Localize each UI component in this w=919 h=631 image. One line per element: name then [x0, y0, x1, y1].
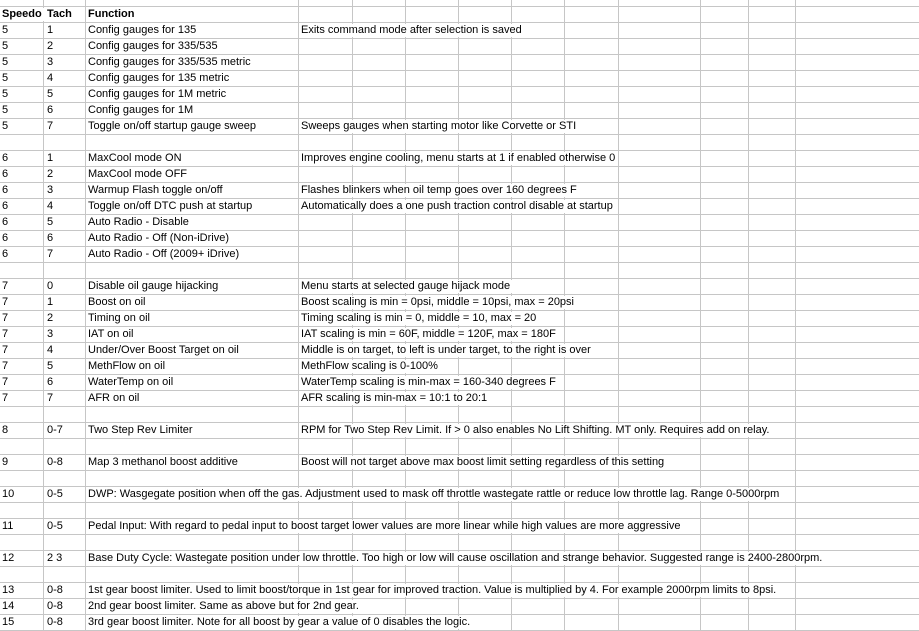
cell-function[interactable]: Auto Radio - Off (2009+ iDrive) — [88, 248, 242, 261]
table-row — [0, 422, 919, 438]
table-row — [0, 406, 919, 422]
cell-function[interactable]: Auto Radio - Off (Non-iDrive) — [88, 232, 232, 245]
cell-tach[interactable]: 0-8 — [47, 616, 66, 629]
cell-function[interactable]: Config gauges for 335/535 — [88, 40, 221, 53]
cell-tach[interactable]: 4 — [47, 344, 56, 357]
cell-tach[interactable]: 5 — [47, 216, 56, 229]
cell-function[interactable]: AFR on oil — [88, 392, 142, 405]
cell-note[interactable]: Flashes blinkers when oil temp goes over 160 degrees F — [301, 184, 580, 197]
cell-tach[interactable]: 1 — [47, 24, 56, 37]
cell-tach[interactable]: 0-8 — [47, 600, 66, 613]
table-row — [0, 214, 919, 230]
cell-tach[interactable]: 0 — [47, 280, 56, 293]
header-cell-function[interactable]: Function — [88, 8, 137, 21]
cell-function[interactable]: 1st gear boost limiter. Used to limit boost/torque in 1st gear for improved traction. Value is multiplied by 4. For example 2000rpm limits to 8psi. — [88, 584, 779, 597]
cell-tach[interactable]: 4 — [47, 200, 56, 213]
table-row — [0, 582, 919, 598]
cell-note[interactable]: Boost scaling is min = 0psi, middle = 10psi, max = 20psi — [301, 296, 577, 309]
cell-function[interactable]: Toggle on/off startup gauge sweep — [88, 120, 259, 133]
cell-speedo[interactable]: 9 — [2, 456, 11, 469]
cell-function[interactable]: Two Step Rev Limiter — [88, 424, 196, 437]
cell-speedo[interactable]: 7 — [2, 344, 11, 357]
cell-speedo[interactable]: 5 — [2, 40, 11, 53]
table-row — [0, 278, 919, 294]
table-row — [0, 70, 919, 86]
cell-function[interactable]: Disable oil gauge hijacking — [88, 280, 221, 293]
cell-tach[interactable]: 4 — [47, 72, 56, 85]
cell-function[interactable]: Timing on oil — [88, 312, 153, 325]
header-cell-tach[interactable]: Tach — [47, 8, 75, 21]
table-row — [0, 326, 919, 342]
cell-tach[interactable]: 3 — [47, 184, 56, 197]
table-row — [0, 198, 919, 214]
table-row — [0, 294, 919, 310]
cell-tach[interactable]: 5 — [47, 360, 56, 373]
cell-note[interactable]: Automatically does a one push traction control disable at startup — [301, 200, 616, 213]
cell-tach[interactable]: 5 — [47, 88, 56, 101]
table-row — [0, 86, 919, 102]
cell-speedo[interactable]: 5 — [2, 104, 11, 117]
cell-tach[interactable]: 6 — [47, 104, 56, 117]
table-row — [0, 470, 919, 486]
cell-speedo[interactable]: 5 — [2, 88, 11, 101]
table-row — [0, 166, 919, 182]
cell-note[interactable]: Timing scaling is min = 0, middle = 10, max = 20 — [301, 312, 539, 325]
cell-note[interactable]: Menu starts at selected gauge hijack mode — [301, 280, 513, 293]
cell-speedo[interactable]: 6 — [2, 248, 11, 261]
cell-speedo[interactable]: 7 — [2, 280, 11, 293]
cell-speedo[interactable]: 6 — [2, 184, 11, 197]
table-row — [0, 230, 919, 246]
table-row — [0, 150, 919, 166]
cell-speedo[interactable]: 6 — [2, 168, 11, 181]
cell-function[interactable]: MaxCool mode ON — [88, 152, 185, 165]
cell-note[interactable]: Boost will not target above max boost limit setting regardless of this setting — [301, 456, 667, 469]
cell-note[interactable]: Sweeps gauges when starting motor like Corvette or STI — [301, 120, 579, 133]
table-row — [0, 518, 919, 534]
cell-function[interactable]: Config gauges for 135 metric — [88, 72, 232, 85]
table-row — [0, 598, 919, 614]
cell-function[interactable]: Config gauges for 335/535 metric — [88, 56, 254, 69]
cell-function[interactable]: 3rd gear boost limiter. Note for all boost by gear a value of 0 disables the logic. — [88, 616, 473, 629]
table-row — [0, 358, 919, 374]
cell-function[interactable]: Config gauges for 1M — [88, 104, 196, 117]
cell-speedo[interactable]: 5 — [2, 56, 11, 69]
cell-tach[interactable]: 6 — [47, 232, 56, 245]
table-row — [0, 486, 919, 502]
cell-speedo[interactable]: 6 — [2, 200, 11, 213]
table-row — [0, 262, 919, 278]
table-row — [0, 390, 919, 406]
table-row — [0, 246, 919, 262]
cell-function[interactable]: Auto Radio - Disable — [88, 216, 192, 229]
table-row — [0, 310, 919, 326]
cell-speedo[interactable]: 6 — [2, 216, 11, 229]
cell-tach[interactable]: 0-8 — [47, 584, 66, 597]
cell-note[interactable]: Middle is on target, to left is under target, to the right is over — [301, 344, 594, 357]
table-row — [0, 438, 919, 454]
cell-tach[interactable]: 1 — [47, 152, 56, 165]
cell-note[interactable]: RPM for Two Step Rev Limit. If > 0 also enables No Lift Shifting. MT only. Requires add on relay. — [301, 424, 772, 437]
cell-function[interactable]: IAT on oil — [88, 328, 136, 341]
cell-note[interactable]: WaterTemp scaling is min-max = 160-340 degrees F — [301, 376, 559, 389]
cell-function[interactable]: MaxCool mode OFF — [88, 168, 190, 181]
cell-speedo[interactable]: 7 — [2, 376, 11, 389]
cell-function[interactable]: Pedal Input: With regard to pedal input to boost target lower values are more linear while high values are more aggressive — [88, 520, 684, 533]
cell-tach[interactable]: 7 — [47, 248, 56, 261]
cell-tach[interactable]: 7 — [47, 120, 56, 133]
cell-tach[interactable]: 0-8 — [47, 456, 66, 469]
cell-speedo[interactable]: 13 — [2, 584, 17, 597]
table-row — [0, 614, 919, 630]
table-row — [0, 118, 919, 134]
cell-speedo[interactable]: 11 — [2, 520, 16, 533]
table-row — [0, 374, 919, 390]
cell-function[interactable]: WaterTemp on oil — [88, 376, 176, 389]
table-row — [0, 550, 919, 566]
cell-tach[interactable]: 1 — [47, 296, 56, 309]
cell-speedo[interactable]: 8 — [2, 424, 11, 437]
cell-speedo[interactable]: 5 — [2, 120, 11, 133]
cell-speedo[interactable]: 5 — [2, 24, 11, 37]
table-row — [0, 566, 919, 582]
cell-tach[interactable]: 2 — [47, 40, 56, 53]
cell-function[interactable]: Warmup Flash toggle on/off — [88, 184, 226, 197]
table-row — [0, 54, 919, 70]
cell-function[interactable]: Map 3 methanol boost additive — [88, 456, 241, 469]
cell-note[interactable]: IAT scaling is min = 60F, middle = 120F, max = 180F — [301, 328, 559, 341]
cell-speedo[interactable]: 6 — [2, 152, 11, 165]
table-row — [0, 182, 919, 198]
cell-speedo[interactable]: 7 — [2, 392, 11, 405]
cell-tach[interactable]: 7 — [47, 392, 56, 405]
cell-tach[interactable]: 2 — [47, 168, 56, 181]
cell-speedo[interactable]: 7 — [2, 328, 11, 341]
header-row — [0, 6, 919, 22]
cell-function[interactable]: Boost on oil — [88, 296, 148, 309]
cell-speedo[interactable]: 12 — [2, 552, 17, 565]
table-row — [0, 22, 919, 38]
cell-tach[interactable]: 0-5 — [47, 488, 66, 501]
cell-note[interactable]: AFR scaling is min-max = 10:1 to 20:1 — [301, 392, 490, 405]
cell-function[interactable]: DWP: Wasgegate position when off the gas. Adjustment used to mask off throttle wastegate rattle or reduce low throttle lag. Range 0-5000rpm — [88, 488, 782, 501]
cell-note[interactable]: Improves engine cooling, menu starts at 1 if enabled otherwise 0 — [301, 152, 618, 165]
cell-note[interactable]: MethFlow scaling is 0-100% — [301, 360, 441, 373]
cell-tach[interactable]: 2 3 — [47, 552, 65, 565]
cell-speedo[interactable]: 7 — [2, 360, 11, 373]
cell-function[interactable]: Base Duty Cycle: Wastegate position under low throttle. Too high or low will cause oscillation and strange behavior. Suggested range is 2400-2800rpm. — [88, 552, 825, 565]
cell-tach[interactable]: 2 — [47, 312, 56, 325]
cell-speedo[interactable]: 15 — [2, 616, 17, 629]
cell-tach[interactable]: 0-7 — [47, 424, 66, 437]
cell-tach[interactable]: 6 — [47, 376, 56, 389]
cell-speedo[interactable]: 7 — [2, 312, 11, 325]
cell-tach[interactable]: 3 — [47, 328, 56, 341]
table-row — [0, 38, 919, 54]
cell-speedo[interactable]: 6 — [2, 232, 11, 245]
table-row — [0, 102, 919, 118]
header-cell-speedo[interactable]: Speedo — [2, 8, 45, 21]
table-row — [0, 502, 919, 518]
cell-note[interactable]: Exits command mode after selection is saved — [301, 24, 525, 37]
table-row — [0, 134, 919, 150]
cell-speedo[interactable]: 14 — [2, 600, 17, 613]
cell-speedo[interactable]: 5 — [2, 72, 11, 85]
cell-function[interactable]: MethFlow on oil — [88, 360, 168, 373]
table-row — [0, 342, 919, 358]
cell-speedo[interactable]: 10 — [2, 488, 17, 501]
cell-function[interactable]: 2nd gear boost limiter. Same as above but for 2nd gear. — [88, 600, 362, 613]
cell-function[interactable]: Under/Over Boost Target on oil — [88, 344, 242, 357]
table-row — [0, 534, 919, 550]
cell-function[interactable]: Config gauges for 135 — [88, 24, 199, 37]
cell-tach[interactable]: 3 — [47, 56, 56, 69]
cell-function[interactable]: Config gauges for 1M metric — [88, 88, 229, 101]
table-row — [0, 454, 919, 470]
cell-tach[interactable]: 0-5 — [47, 520, 66, 533]
cell-speedo[interactable]: 7 — [2, 296, 11, 309]
cell-function[interactable]: Toggle on/off DTC push at startup — [88, 200, 255, 213]
